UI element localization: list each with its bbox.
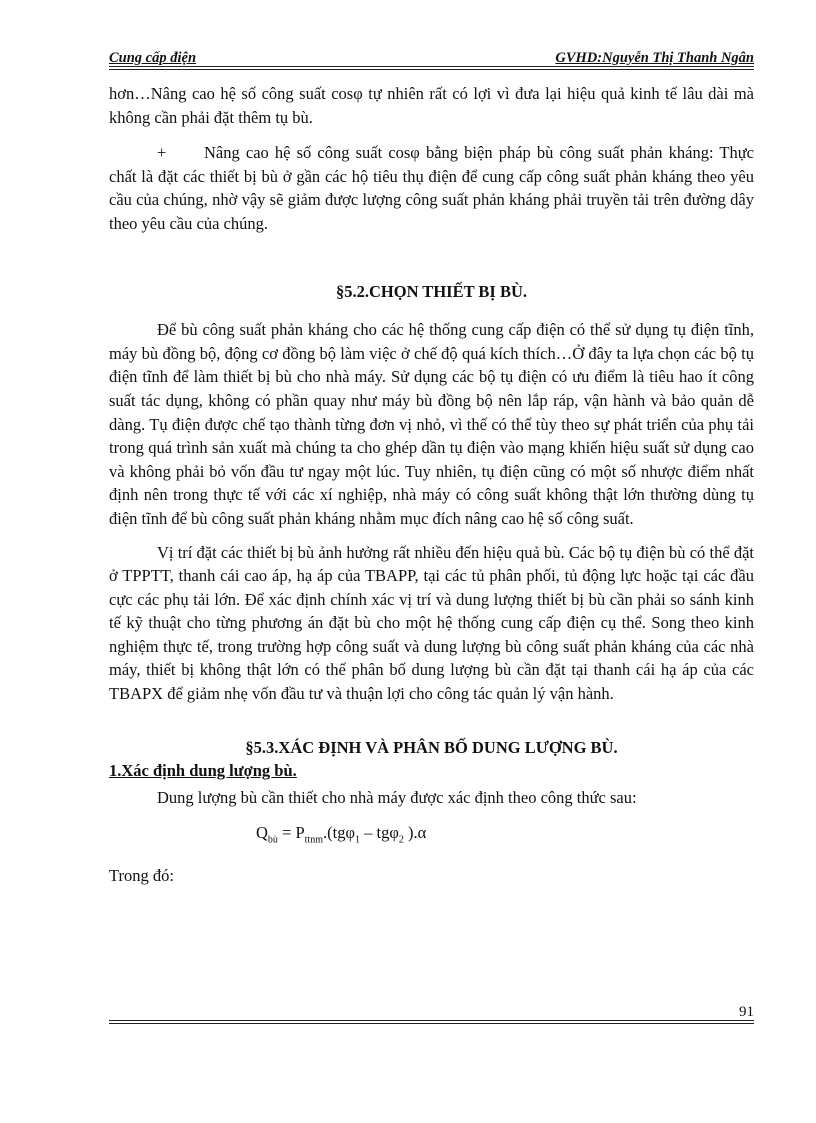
paragraph-placement: Vị trí đặt các thiết bị bù ảnh hưởng rất nhiều đến hiệu quả bù. Các bộ tụ điện bù có thể đặt ở TPPTT, thanh cái cao áp, hạ áp của TBAPP, tại các tủ phân phối, tủ động lực hoặc tại các đầu cực các phụ tải lớn. Để xác định chính xác vị trí và dung lượng thiết bị bù cần phải so sánh kinh tế kỹ thuật cho từng phương án đặt bù cho một hệ thống cung cấp điện cụ thể. Song theo kinh nghiệm thực tế, trong trường hợp công suất và dung lượng bù công suất phản kháng của các nhà máy, thiết bị không thật lớn có thể phân bố dung lượng bù cần đặt tại thanh cái hạ áp của các TBAPX để giảm nhẹ vốn đầu tư và thuận lợi cho công tác quản lý vận hành. [109,542,754,704]
footer-rule-thin [109,1020,754,1021]
paragraph-capacitor-choice: Để bù công suất phản kháng cho các hệ thống cung cấp điện có thể sử dụng tụ điện tĩnh, máy bù đồng bộ, động cơ đồng bộ làm việc ở chế độ quá kích thích…Ở đây ta lựa chọn các bộ tụ điện tĩnh để làm thiết bị bù cho nhà máy. Sử dụng các bộ tụ điện có ưu điểm là tiêu hao ít công suất tác dụng, không có phần quay như máy bù đồng bộ nên lắp ráp, vận hành và bảo quản dễ dàng. Tụ điện được chế tạo thành từng đơn vị nhỏ, vì thế có thể tùy theo sự phát triển của phụ tải trong quá trình sản xuất mà chúng ta cho ghép dần tụ điện vào mạng khiến hiệu suất sử dụng cao và không phải bỏ vốn đầu tư ngay một lúc. Tuy nhiên, tụ điện cũng có một số nhược điểm nhất định nên trong thực tế với các xí nghiệp, nhà máy có công suất không thật lớn thường dùng tụ điện tĩnh để bù công suất phản kháng nhằm mục đích nâng cao hệ số công suất. [109,320,754,528]
paragraph-cosphi-natural: hơn…Nâng cao hệ số công suất cosφ tự nhiên rất có lợi vì đưa lại hiệu quả kinh tế lâu dài mà không cần phải đặt thêm tụ bù. [109,84,754,127]
paragraph-compensation-text: Nâng cao hệ số công suất cosφ bằng biện pháp bù công suất phản kháng: Thực chất là đặt các thiết bị bù ở gần các hộ tiêu thụ điện để cung cấp công suất phản kháng theo yêu cầu của chúng, nhờ vậy sẽ giảm được lượng công suất phản kháng phải truyền tải trên đường dây theo yêu cầu của chúng. [109,143,754,233]
page-number: 91 [739,1004,754,1020]
paragraph-compensation-method [109,141,754,235]
paragraph-where: Trong đó: [109,866,174,886]
header-course-title: Cung cấp điện [109,50,197,66]
header-rule [109,66,754,67]
header-rule-thin [109,69,754,70]
footer-rule [109,1023,754,1024]
header-supervisor: GVHD:Nguyễn Thị Thanh Ngân [555,50,754,66]
page-body [109,82,754,888]
section-title-5-3: §5.3.XÁC ĐỊNH VÀ PHÂN BỐ DUNG LƯỢNG BÙ. [245,737,618,757]
paragraph-formula-intro: Dung lượng bù cần thiết cho nhà máy được xác định theo công thức sau: [157,787,637,807]
bullet-plus: + [157,143,167,163]
subsection-title-1: 1.Xác định dung lượng bù. [109,761,297,781]
formula-q-bu: $Q_{bù} = P_{ttnm}.(tg\varphi_1 - tg\varphi_2$ ).α [256,823,427,846]
section-title-5-2: §5.2.CHỌN THIẾT BỊ BÙ. [335,281,528,301]
page-header [109,50,754,66]
